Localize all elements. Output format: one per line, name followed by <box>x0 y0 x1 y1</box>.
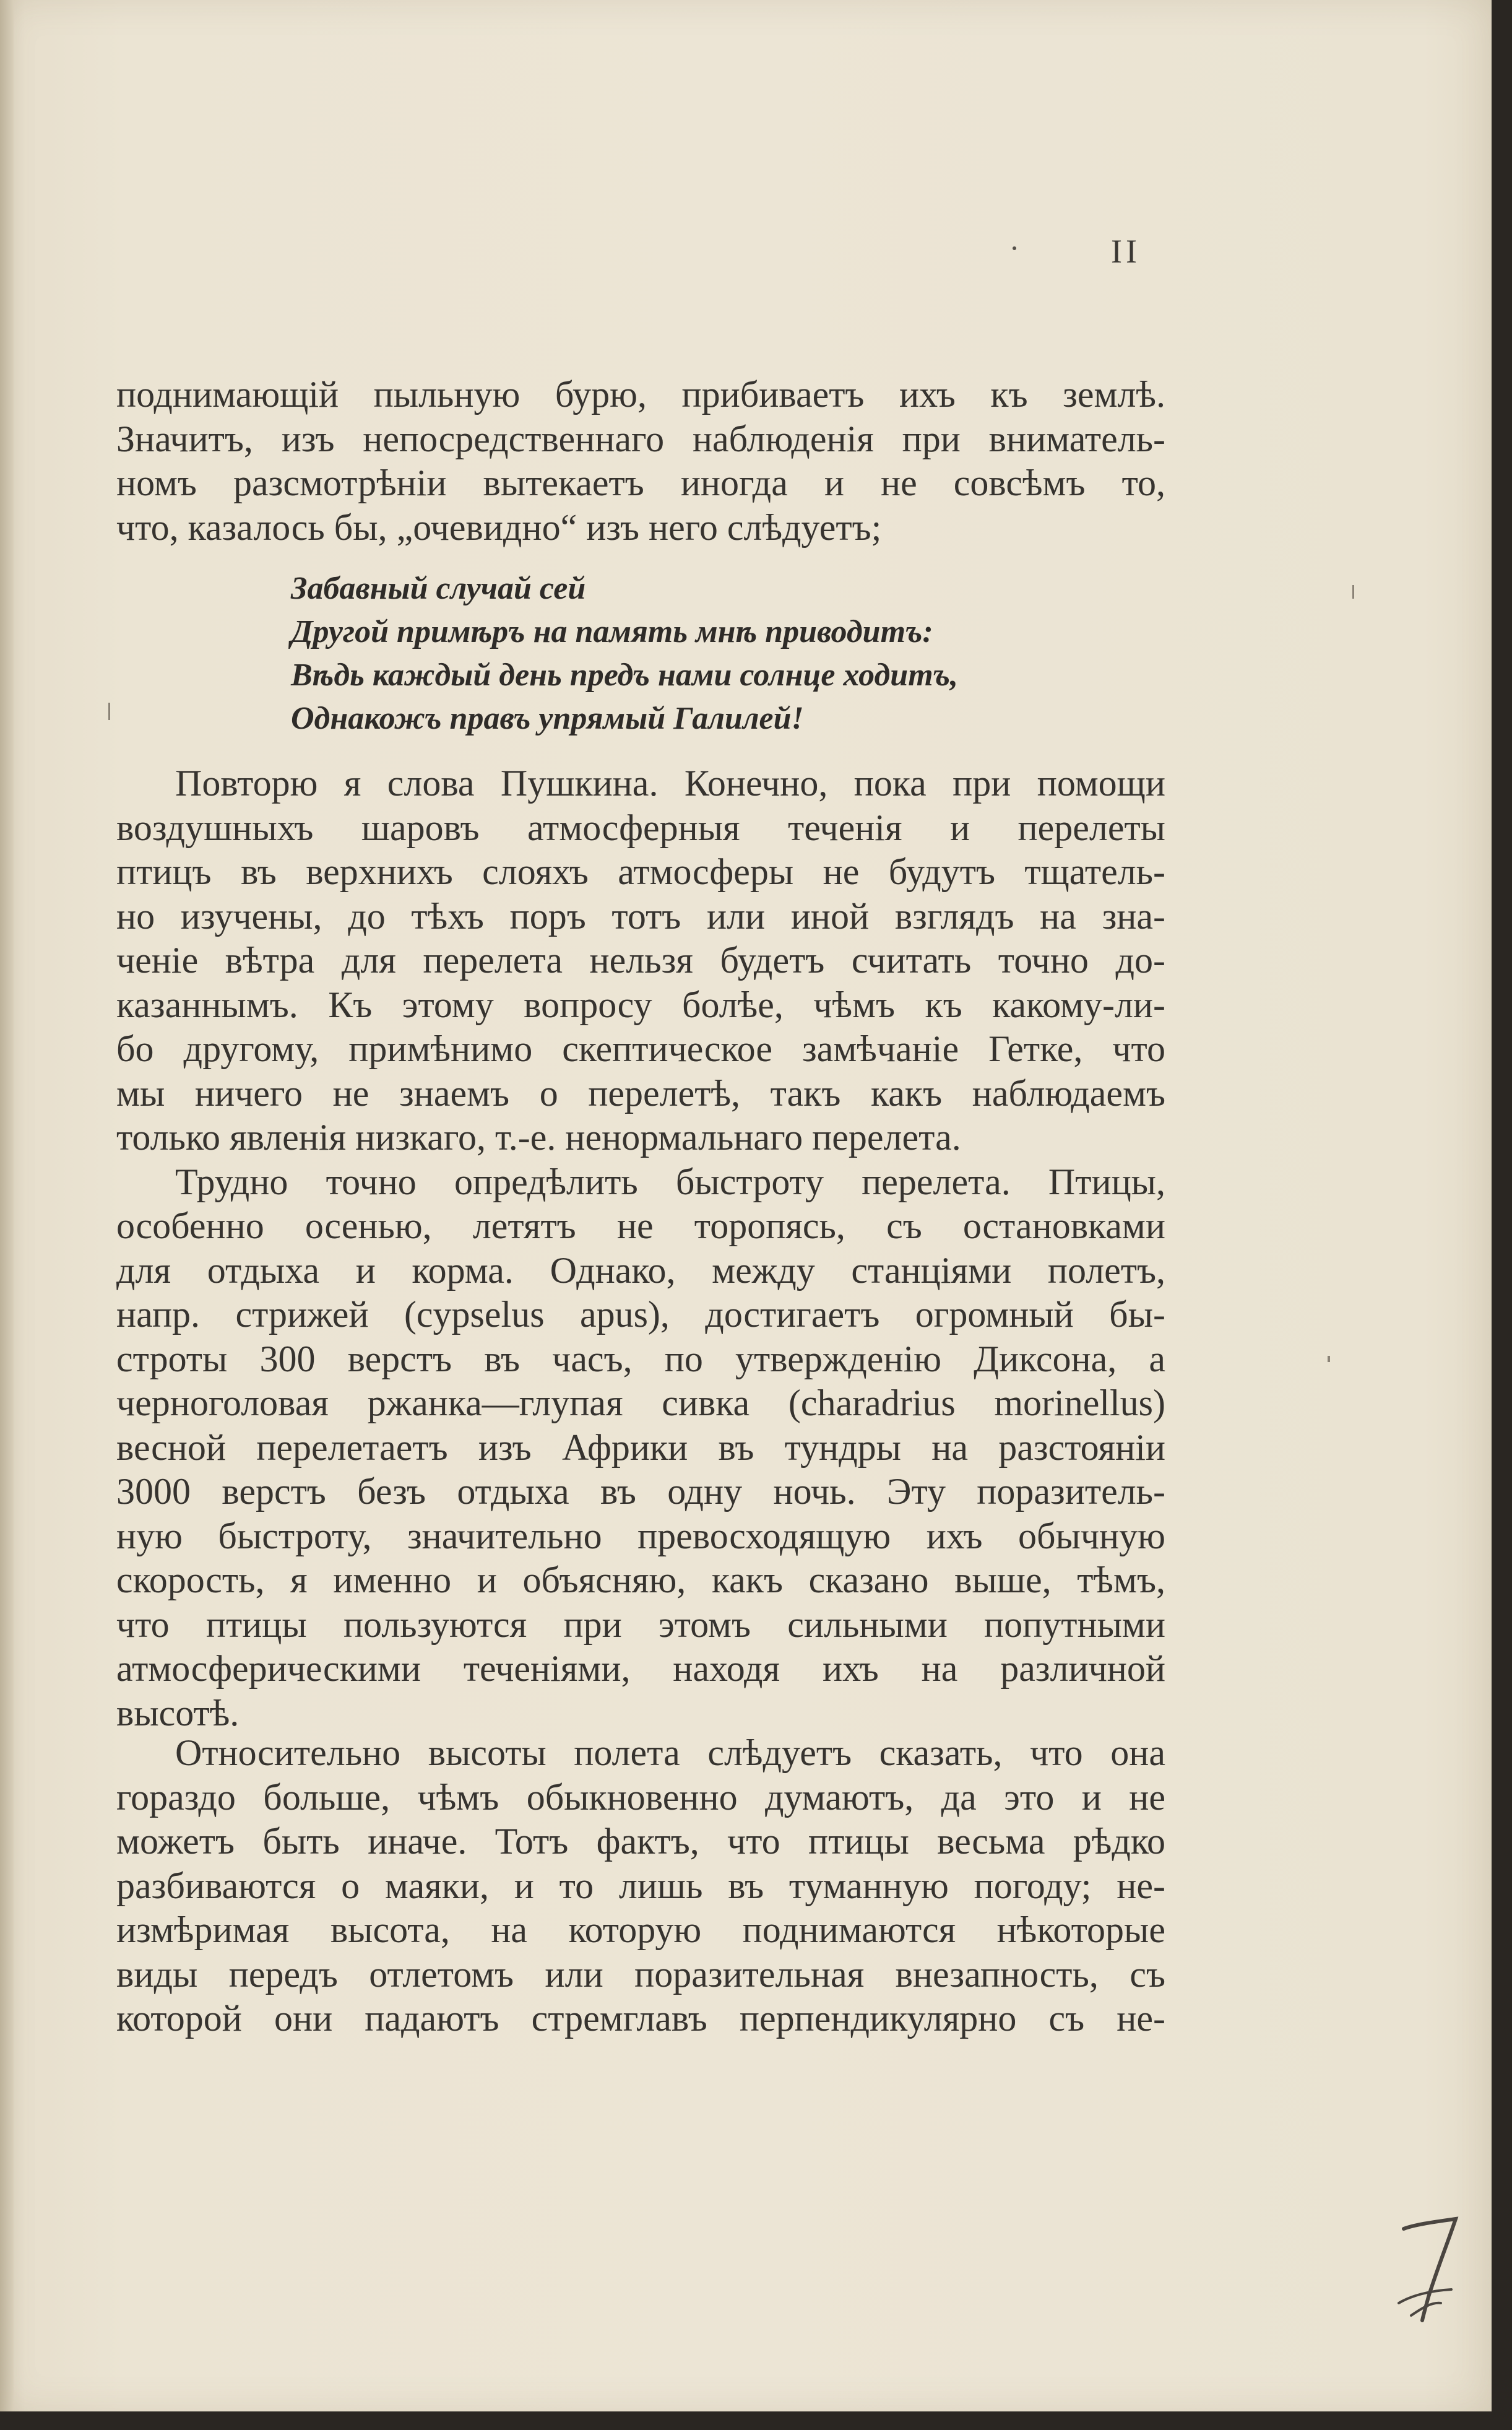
page-gutter <box>0 0 14 2411</box>
margin-mark <box>1328 1356 1330 1362</box>
text-line: которой они падаютъ стремглавъ перпендикулярно съ не- <box>116 1998 1165 2039</box>
text-line: но изучены, до тѣхъ поръ тотъ или иной взглядъ на зна- <box>116 895 1165 937</box>
text-line: виды передъ отлетомъ или поразительная внезапность, съ <box>116 1953 1165 1995</box>
page-number: II <box>1111 233 1141 270</box>
text-line: номъ разсмотрѣніи вытекаетъ иногда и не совсѣмъ то, <box>116 462 1165 503</box>
text-line: ченіе вѣтра для перелета нельзя будетъ считать точно до- <box>116 940 1165 981</box>
text-line: измѣримая высота, на которую поднимаются нѣкоторые <box>116 1909 1165 1950</box>
text-line: напр. стрижей (cypselus apus), достигаетъ огромный бы- <box>116 1294 1165 1335</box>
text-line: 3000 верстъ безъ отдыха въ одну ночь. Эту поразитель- <box>116 1471 1165 1512</box>
poem-line: Вѣдь каждый день предъ нами солнце ходитъ, <box>291 657 959 693</box>
pushkin-quote <box>291 567 958 740</box>
text-line: только явленія низкаго, т.-е. ненормальнаго перелета. <box>116 1117 961 1158</box>
text-line: Трудно точно опредѣлить быстроту перелета. Птицы, <box>175 1161 1165 1202</box>
ink-dot <box>1013 246 1016 250</box>
paragraph-migration-speed <box>116 762 1165 1735</box>
text-line: особенно осенью, летятъ не торопясь, съ остановками <box>116 1205 1165 1246</box>
text-line: воздушныхъ шаровъ атмосферныя теченія и перелеты <box>116 807 1165 848</box>
text-line: Относительно высоты полета слѣдуетъ сказать, что она <box>175 1732 1165 1773</box>
text-line: что птицы пользуются при этомъ сильными попутными <box>116 1603 1165 1645</box>
text-line: черноголовая ржанка—глупая сивка (charadrius morinellus) <box>116 1382 1165 1423</box>
text-line: гораздо больше, чѣмъ обыкновенно думаютъ, да это и не <box>116 1776 1165 1818</box>
margin-mark <box>1352 585 1354 599</box>
text-line: бо другому, примѣнимо скептическое замѣчаніе Гетке, что <box>116 1028 1165 1069</box>
poem-line: Другой примѣръ на память мнѣ приводитъ: <box>291 614 933 649</box>
paragraph-continuation <box>116 373 1165 550</box>
paragraph-flight-altitude <box>116 1731 1165 2041</box>
text-line: поднимающій пыльную бурю, прибиваетъ ихъ къ землѣ. <box>116 374 1165 415</box>
text-line: Значитъ, изъ непосредственнаго наблюденія при вниматель- <box>116 418 1165 459</box>
handwritten-annotation <box>1393 2210 1467 2328</box>
poem-line: Однакожъ правъ упрямый Галилей! <box>291 701 804 736</box>
text-line: скорость, я именно и объясняю, какъ сказано выше, тѣмъ, <box>116 1560 1165 1600</box>
text-line: атмосферическими теченіями, находя ихъ на различной <box>116 1648 1165 1689</box>
text-line: птицъ въ верхнихъ слояхъ атмосферы не будутъ тщатель- <box>116 851 1165 892</box>
text-line: весной перелетаетъ изъ Африки въ тундры на разстояніи <box>116 1426 1165 1468</box>
text-line: ную быстроту, значительно превосходящую ихъ обычную <box>116 1515 1165 1556</box>
text-line: казаннымъ. Къ этому вопросу болѣе, чѣмъ къ какому-ли- <box>116 984 1165 1025</box>
margin-mark <box>108 703 110 720</box>
text-line: для отдыха и корма. Однако, между станціями полетъ, <box>116 1249 1165 1291</box>
text-line: строты 300 верстъ въ часъ, по утвержденію Диксона, а <box>116 1338 1165 1379</box>
text-line: высотѣ. <box>116 1692 240 1734</box>
text-line: разбиваются о маяки, и то лишь въ туманную погоду; не- <box>116 1865 1165 1906</box>
text-line: мы ничего не знаемъ о перелетѣ, такъ какъ наблюдаемъ <box>116 1072 1165 1114</box>
poem-line: Забавный случай сей <box>291 571 586 606</box>
text-line: можетъ быть иначе. Тотъ фактъ, что птицы весьма рѣдко <box>116 1821 1165 1862</box>
text-line: что, казалось бы, „очевидно“ изъ него слѣдуетъ; <box>116 506 882 548</box>
text-line: Повторю я слова Пушкина. Конечно, пока при помощи <box>175 763 1165 804</box>
